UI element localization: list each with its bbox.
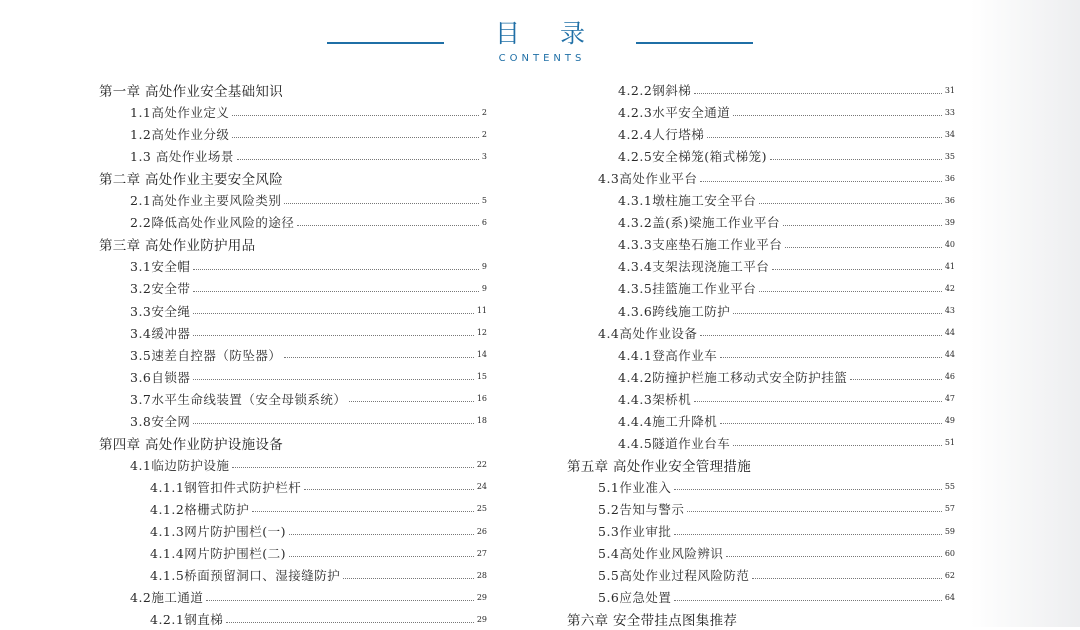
- toc-entry-label: 3.7水平生命线装置（安全母锁系统）: [130, 391, 347, 407]
- dot-leader: [226, 622, 474, 623]
- toc-page-number: 49: [944, 416, 955, 426]
- toc-entry[interactable]: [618, 255, 955, 277]
- toc-entry-label: 4.2.5安全梯笼(箱式梯笼): [618, 149, 768, 165]
- dot-leader: [289, 534, 474, 535]
- toc-entry-label: 4.2.1钢直梯: [150, 612, 224, 628]
- toc-entry-label: 4.1.2格栅式防护: [150, 501, 250, 517]
- dot-leader: [733, 115, 942, 116]
- toc-header: [0, 0, 1080, 70]
- toc-entry[interactable]: [130, 586, 487, 608]
- toc-entry[interactable]: [130, 277, 487, 299]
- toc-page-number: 35: [944, 151, 955, 161]
- dot-leader: [674, 489, 941, 490]
- toc-page-number: 14: [476, 350, 487, 360]
- toc-page-number: 26: [476, 526, 487, 536]
- page-title: 目录: [494, 19, 625, 48]
- dot-leader: [193, 379, 473, 380]
- dot-leader: [694, 93, 942, 94]
- toc-page-number: 43: [944, 306, 955, 315]
- toc-page-number: 2: [481, 107, 487, 117]
- toc-entry-label: 第二章 高处作业主要安全风险: [99, 172, 283, 189]
- toc-entry[interactable]: [130, 366, 487, 388]
- toc-entry-label: 第六章 安全带挂点图集推荐: [567, 613, 738, 630]
- toc-page-number: 40: [944, 239, 955, 249]
- toc-page-number: 33: [944, 107, 955, 117]
- toc-chapter[interactable]: [99, 233, 487, 255]
- toc-entry[interactable]: [130, 255, 487, 277]
- toc-entry-label: 5.4高处作业风险辨识: [598, 546, 724, 562]
- toc-entry-label: 4.2.4人行塔梯: [618, 127, 705, 143]
- toc-entry[interactable]: [598, 498, 955, 520]
- toc-entry-label: 4.4.5隧道作业台车: [618, 435, 731, 451]
- toc-entry-label: 1.3 高处作业场景: [130, 149, 234, 165]
- toc-entry[interactable]: [598, 520, 955, 542]
- dot-leader: [289, 556, 474, 557]
- toc-page-number: 44: [944, 350, 955, 360]
- toc-page-number: 62: [944, 570, 955, 580]
- toc-page-number: 57: [944, 504, 955, 514]
- toc-page-number: 28: [476, 570, 487, 580]
- toc-page-number: 22: [476, 460, 487, 470]
- toc-entry[interactable]: [618, 101, 955, 123]
- toc-page-number: 3: [481, 151, 487, 161]
- dot-leader: [720, 423, 942, 424]
- dot-leader: [232, 467, 473, 468]
- toc-entry-label: 3.8安全网: [130, 413, 191, 429]
- toc-page-number: 46: [944, 372, 955, 382]
- toc-entry-label: 4.3.2盖(系)梁施工作业平台: [618, 215, 781, 231]
- dot-leader: [349, 401, 473, 402]
- dot-leader: [304, 489, 474, 490]
- toc-entry[interactable]: [150, 476, 487, 498]
- toc-page-number: 12: [476, 328, 487, 338]
- toc-entry-label: 5.5高处作业过程风险防范: [598, 568, 750, 584]
- dot-leader: [232, 115, 479, 116]
- dot-leader: [687, 511, 941, 512]
- toc-entry-label: 4.4.1登高作业车: [618, 347, 718, 363]
- toc-page-number: 39: [944, 217, 955, 227]
- toc-entry[interactable]: [618, 211, 955, 233]
- toc-entry-label: 第一章 高处作业安全基础知识: [99, 84, 283, 100]
- toc-page-number: 16: [476, 394, 487, 404]
- toc-entry[interactable]: [130, 123, 487, 145]
- toc-page-number: 5: [481, 195, 487, 205]
- toc-page-number: 47: [944, 394, 955, 404]
- toc-entry-label: 5.2告知与警示: [598, 501, 685, 517]
- toc-entry[interactable]: [618, 300, 955, 322]
- dot-leader: [770, 159, 942, 160]
- toc-entry-label: 4.1.4网片防护围栏(二): [150, 546, 287, 562]
- toc-entry[interactable]: [598, 564, 955, 586]
- toc-page-number: 55: [944, 482, 955, 492]
- toc-entry[interactable]: [598, 542, 955, 564]
- toc-entry[interactable]: [618, 344, 955, 366]
- toc-entry-label: 3.5速差自控器（防坠器）: [130, 347, 282, 363]
- dot-leader: [733, 445, 942, 446]
- toc-entry[interactable]: [618, 277, 955, 299]
- dot-leader: [720, 357, 942, 358]
- dot-leader: [284, 357, 473, 358]
- toc-entry[interactable]: [130, 189, 487, 211]
- toc-entry-label: 第四章 高处作业防护设施设备: [99, 436, 283, 453]
- dot-leader: [759, 291, 942, 292]
- dot-leader: [343, 578, 474, 579]
- toc-entry-label: 4.4高处作业设备: [598, 325, 698, 341]
- toc-page-number: 36: [944, 173, 955, 183]
- toc-entry[interactable]: [618, 432, 955, 454]
- toc-chapter[interactable]: [99, 79, 487, 101]
- toc-page-number: 11: [476, 306, 487, 315]
- dot-leader: [297, 225, 479, 226]
- toc-entry-label: 5.1作业准入: [598, 479, 672, 495]
- toc-entry[interactable]: [618, 410, 955, 432]
- dot-leader: [700, 181, 941, 182]
- toc-entry[interactable]: [598, 322, 955, 344]
- dot-leader: [726, 556, 941, 557]
- toc-entry[interactable]: [130, 410, 487, 432]
- dot-leader: [284, 203, 479, 204]
- dot-leader: [193, 291, 479, 292]
- toc-page-number: 41: [944, 261, 955, 271]
- toc-entry[interactable]: [130, 101, 487, 123]
- toc-entry-label: 4.3.3支座垫石施工作业平台: [618, 237, 783, 253]
- toc-entry-label: 1.1高处作业定义: [130, 105, 230, 121]
- title-rule-right: [636, 42, 753, 44]
- toc-entry-label: 3.6自锁器: [130, 369, 191, 385]
- toc-page-number: 60: [944, 548, 955, 558]
- toc-page-number: 51: [944, 438, 955, 448]
- toc-entry-label: 4.4.4施工升降机: [618, 413, 718, 429]
- toc-entry-label: 4.1.5桥面预留洞口、湿接缝防护: [150, 568, 341, 584]
- toc-entry-label: 5.6应急处置: [598, 590, 672, 606]
- dot-leader: [752, 578, 941, 579]
- toc-chapter[interactable]: [99, 432, 487, 454]
- toc-page-number: 6: [481, 217, 487, 227]
- toc-page-number: 9: [481, 283, 487, 293]
- toc-chapter[interactable]: [567, 454, 955, 476]
- toc-page-number: 24: [476, 482, 487, 492]
- toc-entry[interactable]: [598, 476, 955, 498]
- dot-leader: [733, 313, 942, 314]
- dot-leader: [237, 159, 479, 160]
- toc-page-number: 31: [944, 85, 955, 95]
- toc-entry-label: 2.1高处作业主要风险类别: [130, 193, 282, 209]
- toc-page-number: 2: [481, 129, 487, 139]
- toc-entry[interactable]: [618, 233, 955, 255]
- toc-page-number: 15: [476, 372, 487, 382]
- dot-leader: [232, 137, 479, 138]
- page-edge-shadow: [970, 0, 1080, 627]
- dot-leader: [850, 379, 942, 380]
- toc-page-number: 64: [944, 592, 955, 602]
- dot-leader: [707, 137, 942, 138]
- toc-entry[interactable]: [130, 300, 487, 322]
- toc-entry[interactable]: [598, 586, 955, 608]
- toc-entry-label: 3.2安全带: [130, 281, 191, 297]
- toc-entry-label: 1.2高处作业分级: [130, 127, 230, 143]
- toc-entry[interactable]: [618, 388, 955, 410]
- toc-entry[interactable]: [618, 79, 955, 101]
- toc-page-number: 59: [944, 526, 955, 536]
- toc-entry[interactable]: [598, 167, 955, 189]
- toc-entry-label: 4.4.2防撞护栏施工移动式安全防护挂篮: [618, 369, 848, 385]
- toc-entry[interactable]: [130, 388, 487, 410]
- toc-entry[interactable]: [618, 145, 955, 167]
- toc-entry[interactable]: [618, 123, 955, 145]
- toc-page-number: 29: [476, 614, 487, 624]
- toc-entry-label: 4.3.6跨线施工防护: [618, 303, 731, 319]
- toc-page-number: 18: [476, 416, 487, 426]
- toc-entry[interactable]: [130, 211, 487, 233]
- toc-entry-label: 3.4缓冲器: [130, 325, 191, 341]
- toc-entry-label: 2.2降低高处作业风险的途径: [130, 215, 295, 231]
- dot-leader: [783, 225, 942, 226]
- toc-entry[interactable]: [618, 189, 955, 211]
- dot-leader: [193, 269, 479, 270]
- dot-leader: [674, 600, 941, 601]
- toc-entry-label: 3.3安全绳: [130, 303, 191, 319]
- toc-entry-label: 4.2.3水平安全通道: [618, 105, 731, 121]
- dot-leader: [759, 203, 942, 204]
- toc-entry-label: 4.2施工通道: [130, 590, 204, 606]
- dot-leader: [772, 269, 942, 270]
- dot-leader: [785, 247, 942, 248]
- toc-entry-label: 4.4.3架桥机: [618, 391, 692, 407]
- dot-leader: [252, 511, 474, 512]
- toc-entry-label: 4.1.1钢管扣件式防护栏杆: [150, 479, 302, 495]
- toc-entry-label: 4.3.5挂篮施工作业平台: [618, 281, 757, 297]
- toc-page-number: 25: [476, 504, 487, 514]
- toc-entry[interactable]: [130, 454, 487, 476]
- toc-entry[interactable]: [130, 145, 487, 167]
- toc-page-number: 36: [944, 195, 955, 205]
- toc-page-number: 44: [944, 328, 955, 338]
- dot-leader: [193, 423, 473, 424]
- toc-entry-label: 4.3.4支架法现浇施工平台: [618, 259, 770, 275]
- page-subtitle: CONTENTS: [498, 53, 586, 64]
- toc-page-number: 29: [476, 592, 487, 602]
- toc-entry-label: 4.3.1墩柱施工安全平台: [618, 193, 757, 209]
- toc-entry-label: 4.1.3网片防护围栏(一): [150, 524, 287, 539]
- toc-entry-label: 4.1临边防护设施: [130, 457, 230, 473]
- toc-chapter[interactable]: [99, 167, 487, 189]
- toc-page-number: 27: [476, 548, 487, 558]
- toc-entry-label: 第三章 高处作业防护用品: [99, 238, 256, 255]
- toc-entry-label: 5.3作业审批: [598, 524, 672, 539]
- toc-entry[interactable]: [150, 520, 487, 542]
- toc-entry[interactable]: [150, 498, 487, 520]
- toc-entry[interactable]: [618, 366, 955, 388]
- toc-entry-label: 第五章 高处作业安全管理措施: [567, 458, 751, 475]
- toc-entry-label: 3.1安全帽: [130, 259, 191, 275]
- dot-leader: [700, 335, 941, 336]
- toc-entry[interactable]: [130, 344, 487, 366]
- dot-leader: [694, 401, 942, 402]
- toc-page-number: 9: [481, 261, 487, 271]
- dot-leader: [206, 600, 473, 601]
- toc-entry-label: 4.2.2钢斜梯: [618, 83, 692, 98]
- toc-entry-label: 4.3高处作业平台: [598, 171, 698, 187]
- toc-entry[interactable]: [130, 322, 487, 344]
- dot-leader: [193, 313, 473, 314]
- dot-leader: [674, 534, 941, 535]
- toc-entry[interactable]: [150, 542, 487, 564]
- title-rule-left: [327, 42, 444, 44]
- toc-page-number: 34: [944, 129, 955, 139]
- toc-entry[interactable]: [150, 564, 487, 586]
- dot-leader: [193, 335, 473, 336]
- toc-page-number: 42: [944, 283, 955, 293]
